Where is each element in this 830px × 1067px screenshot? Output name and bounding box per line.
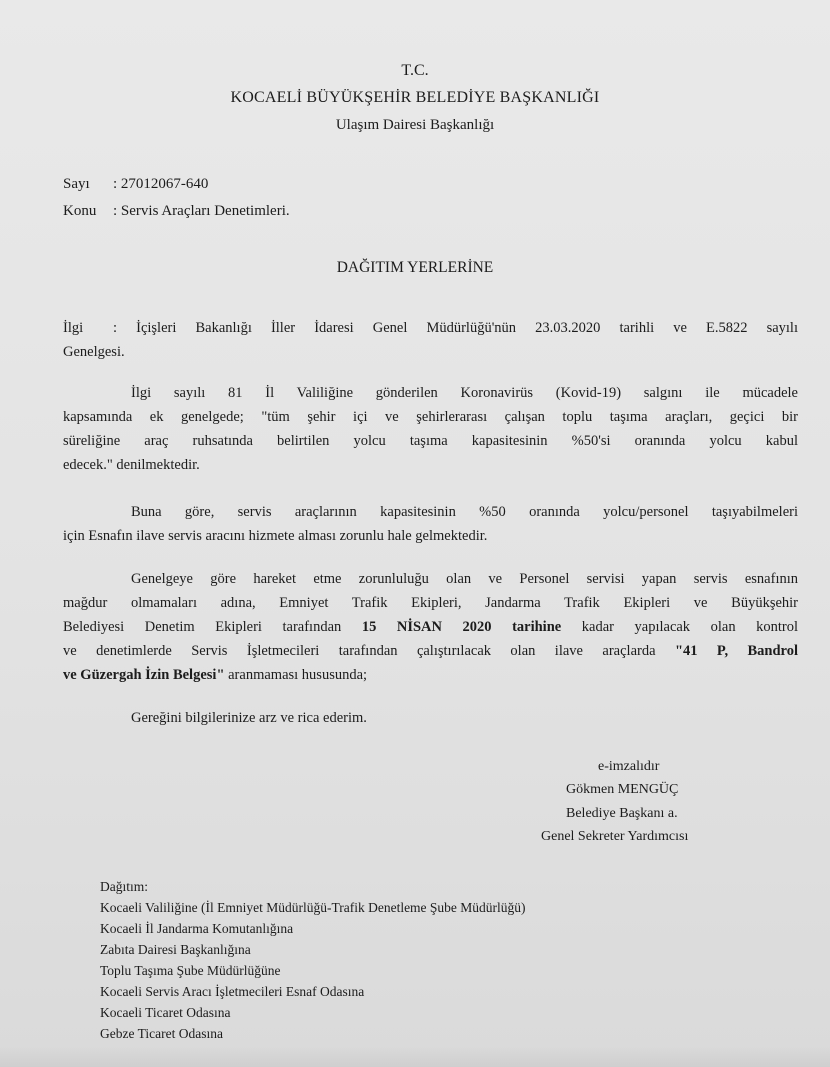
ilgi-line-2: Genelgesi.: [63, 344, 125, 360]
distribution-item: Kocaeli Servis Aracı İşletmecileri Esnaf Odasına: [100, 984, 365, 999]
para3-line-4a: ve denetimlerde Servis İşletmecileri tarafından çalıştırılacak olan ilave araçlarda: [63, 643, 656, 659]
para1-line-1: İlgi sayılı 81 İl Valiliğine gönderilen Koronavirüs (Kovid-19) salgını ile mücadele: [131, 385, 798, 401]
para3-line-5b: aranmaması hususunda;: [228, 667, 368, 683]
distribution-list: [100, 876, 526, 1044]
guzergah-text: ve Güzergah İzin Belgesi": [63, 667, 225, 683]
header-institution: KOCAELİ BÜYÜKŞEHİR BELEDİYE BAŞKANLIĞI: [230, 89, 600, 106]
meta-konu: [63, 203, 290, 220]
distribution-item: Gebze Ticaret Odasına: [100, 1026, 223, 1041]
header-department: Ulaşım Dairesi Başkanlığı: [335, 117, 495, 133]
para2-line-2: için Esnafın ilave servis aracını hizmete alması zorunlu hale gelmektedir.: [63, 528, 488, 544]
distribution-item: Kocaeli Valiliğine (İl Emniyet Müdürlüğü-Trafik Denetleme Şube Müdürlüğü): [100, 900, 526, 915]
sayi-label: Sayı: [63, 176, 90, 192]
konu-label: Konu: [63, 203, 97, 219]
signature-title-2: Genel Sekreter Yardımcısı: [541, 829, 689, 844]
distribution-label: Dağıtım:: [100, 879, 148, 894]
para2-line-1: Buna göre, servis araçlarının kapasitesinin %50 oranında yolcu/personel taşıyabilmeleri: [131, 504, 798, 520]
konu-value: : Servis Araçları Denetimleri.: [113, 203, 290, 219]
para3-line-1: Genelgeye göre hareket etme zorunluluğu olan ve Personel servisi yapan servis esnafının: [131, 571, 798, 587]
paragraph-2: [63, 500, 798, 548]
ilgi-paragraph: [63, 316, 798, 364]
sayi-value: : 27012067-640: [113, 176, 209, 192]
signature-title-1: Belediye Başkanı a.: [566, 806, 678, 821]
distribution-item: Toplu Taşıma Şube Müdürlüğüne: [100, 963, 281, 978]
para3-line-3a: Belediyesi Denetim Ekipleri tarafından: [63, 619, 342, 635]
para3-line-3c: kadar yapılacak olan kontrol: [581, 619, 799, 635]
para3-line-5: [63, 663, 798, 687]
distribution-item: Zabıta Dairesi Başkanlığına: [100, 942, 251, 957]
page-bottom-shadow: [0, 1045, 830, 1067]
deadline-date: 15 NİSAN 2020 tarihine: [361, 619, 562, 635]
distribution-title: DAĞITIM YERLERİNE: [336, 259, 494, 276]
para3-line-3: [63, 615, 798, 639]
ilgi-label: İlgi: [63, 320, 84, 336]
para3-line-2: mağdur olmamaları adına, Emniyet Trafik Ekipleri, Jandarma Trafik Ekipleri ve Büyükşehir: [63, 595, 798, 611]
distribution-item: Kocaeli İl Jandarma Komutanlığına: [100, 921, 294, 936]
meta-sayi: [63, 176, 208, 193]
distribution-item: Kocaeli Ticaret Odasına: [100, 1005, 231, 1020]
closing-sentence: Gereğini bilgilerinize arz ve rica ederim.: [131, 710, 367, 726]
paragraph-1: [63, 381, 798, 477]
ilgi-line-1: : İçişleri Bakanlığı İller İdaresi Genel Müdürlüğü'nün 23.03.2020 tarihli ve E.5822 sayılı: [113, 320, 798, 336]
paragraph-3: [63, 567, 798, 687]
para1-line-2: kapsamında ek genelgede; "tüm şehir içi ve şehirlerarası çalışan toplu taşıma araçları, geçici bir: [63, 409, 798, 425]
signature-esign: e-imzalıdır: [598, 759, 660, 774]
bandrol-text: "41 P, Bandrol: [674, 643, 798, 659]
para1-line-3: süreliğine araç ruhsatında belirtilen yolcu taşıma kapasitesinin %50'si oranında yolcu kabul: [63, 433, 798, 449]
signature-name: Gökmen MENGÜÇ: [566, 782, 679, 797]
para1-line-4: edecek." denilmektedir.: [63, 457, 200, 473]
header-country: T.C.: [401, 62, 429, 79]
para3-line-4: [63, 639, 798, 663]
